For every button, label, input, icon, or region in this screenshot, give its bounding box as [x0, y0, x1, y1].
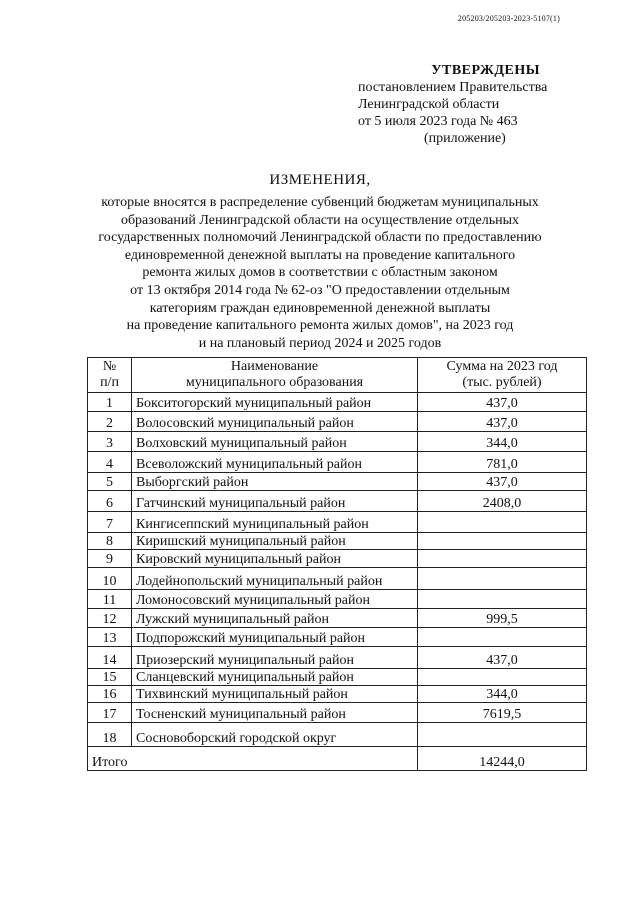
- row-municipality: Гатчинский муниципальный район: [132, 491, 418, 512]
- header-name: [132, 358, 418, 393]
- row-sum: [418, 568, 587, 590]
- row-municipality: Кингисеппский муниципальный район: [132, 512, 418, 533]
- approval-block: [358, 62, 547, 147]
- row-number: 15: [88, 669, 132, 686]
- row-sum: 781,0: [418, 452, 587, 473]
- row-municipality: Выборгский район: [132, 473, 418, 491]
- table-row: [88, 590, 587, 609]
- row-number: 8: [88, 533, 132, 550]
- approval-line-2: Ленинградской области: [358, 97, 500, 112]
- row-municipality: Всеволожский муниципальный район: [132, 452, 418, 473]
- row-municipality: Лужский муниципальный район: [132, 609, 418, 628]
- description-line: ремонта жилых домов в соответствии с областным законом: [142, 265, 498, 281]
- row-number: 13: [88, 628, 132, 647]
- row-number: 14: [88, 647, 132, 669]
- row-number: 2: [88, 412, 132, 432]
- table-row: [88, 512, 587, 533]
- description-line: категориям граждан единовременной денежной выплаты: [149, 300, 491, 316]
- row-number: 9: [88, 550, 132, 568]
- row-sum: [418, 550, 587, 568]
- row-municipality: Кировский муниципальный район: [132, 550, 418, 568]
- row-municipality: Сосновоборский городской округ: [132, 723, 418, 747]
- row-number: 10: [88, 568, 132, 590]
- row-municipality: Волховский муниципальный район: [132, 432, 418, 452]
- row-number: 11: [88, 590, 132, 609]
- row-sum: 437,0: [418, 647, 587, 669]
- table-row: [88, 452, 587, 473]
- row-number: 3: [88, 432, 132, 452]
- table-row: [88, 628, 587, 647]
- row-sum: 437,0: [418, 393, 587, 412]
- description-line: единовременной денежной выплаты на проведение капитального: [124, 247, 516, 263]
- row-municipality: Тосненский муниципальный район: [132, 703, 418, 723]
- row-sum: 2408,0: [418, 491, 587, 512]
- header-sum-line: Сумма на 2023 год: [446, 359, 558, 374]
- row-sum: [418, 628, 587, 647]
- approval-line-1: постановлением Правительства: [358, 80, 548, 95]
- table-header-row: [88, 358, 587, 393]
- row-sum: 437,0: [418, 473, 587, 491]
- table-row: [88, 609, 587, 628]
- description-line: от 13 октября 2014 года № 62-оз "О предоставлении отдельным: [130, 282, 510, 298]
- table-row: [88, 533, 587, 550]
- description-line: и на плановый период 2024 и 2025 годов: [198, 335, 442, 351]
- description-line: которые вносятся в распределение субвенций бюджетам муниципальных: [101, 195, 539, 210]
- row-number: 16: [88, 686, 132, 703]
- row-sum: 437,0: [418, 412, 587, 432]
- row-sum: [418, 723, 587, 747]
- description-line: образований Ленинградской области на осуществление отдельных: [120, 212, 520, 228]
- header-name-line: муниципального образования: [185, 375, 364, 390]
- row-sum: [418, 533, 587, 550]
- header-name-line: Наименование: [230, 359, 319, 374]
- row-sum: [418, 512, 587, 533]
- row-sum: 344,0: [418, 686, 587, 703]
- description-line: на проведение капитального ремонта жилых домов", на 2023 год: [126, 318, 514, 334]
- row-sum: [418, 669, 587, 686]
- approval-line-4: (приложение): [424, 131, 506, 146]
- row-number: 18: [88, 723, 132, 747]
- row-number: 6: [88, 491, 132, 512]
- row-municipality: Приозерский муниципальный район: [132, 647, 418, 669]
- row-municipality: Ломоносовский муниципальный район: [132, 590, 418, 609]
- row-municipality: Тихвинский муниципальный район: [132, 686, 418, 703]
- table-row: [88, 647, 587, 669]
- row-sum: 344,0: [418, 432, 587, 452]
- document-description: [70, 194, 570, 352]
- table-row: [88, 393, 587, 412]
- row-sum: 7619,5: [418, 703, 587, 723]
- total-row: [88, 747, 587, 771]
- description-line: государственных полномочий Ленинградской области по предоставлению: [98, 230, 542, 246]
- row-sum: [418, 590, 587, 609]
- table-row: [88, 686, 587, 703]
- table-row: [88, 412, 587, 432]
- row-municipality: Волосовский муниципальный район: [132, 412, 418, 432]
- row-number: 4: [88, 452, 132, 473]
- distribution-table: [87, 357, 587, 771]
- document-number: 205203/205203-2023-5107(1): [457, 14, 560, 23]
- header-num: [88, 358, 132, 393]
- header-num-line: п/п: [100, 375, 119, 390]
- approval-line-3: от 5 июля 2023 года № 463: [358, 114, 518, 129]
- header-sum-line: (тыс. рублей): [462, 375, 542, 390]
- row-number: 7: [88, 512, 132, 533]
- table-row: [88, 473, 587, 491]
- row-municipality: Бокситогорский муниципальный район: [132, 393, 418, 412]
- table-row: [88, 703, 587, 723]
- table-row: [88, 432, 587, 452]
- row-municipality: Лодейнопольский муниципальный район: [132, 568, 418, 590]
- table-row: [88, 669, 587, 686]
- header-sum: [418, 358, 587, 393]
- total-sum: 14244,0: [418, 747, 587, 771]
- table-row: [88, 491, 587, 512]
- table-row: [88, 568, 587, 590]
- row-number: 12: [88, 609, 132, 628]
- approval-heading: УТВЕРЖДЕНЫ: [431, 63, 540, 78]
- row-municipality: Киришский муниципальный район: [132, 533, 418, 550]
- total-label: Итого: [88, 747, 418, 771]
- row-municipality: Сланцевский муниципальный район: [132, 669, 418, 686]
- row-municipality: Подпорожский муниципальный район: [132, 628, 418, 647]
- row-number: 1: [88, 393, 132, 412]
- table-row: [88, 723, 587, 747]
- row-number: 17: [88, 703, 132, 723]
- header-num-line: №: [102, 359, 117, 374]
- document-title: ИЗМЕНЕНИЯ,: [269, 172, 371, 188]
- row-sum: 999,5: [418, 609, 587, 628]
- table-row: [88, 550, 587, 568]
- row-number: 5: [88, 473, 132, 491]
